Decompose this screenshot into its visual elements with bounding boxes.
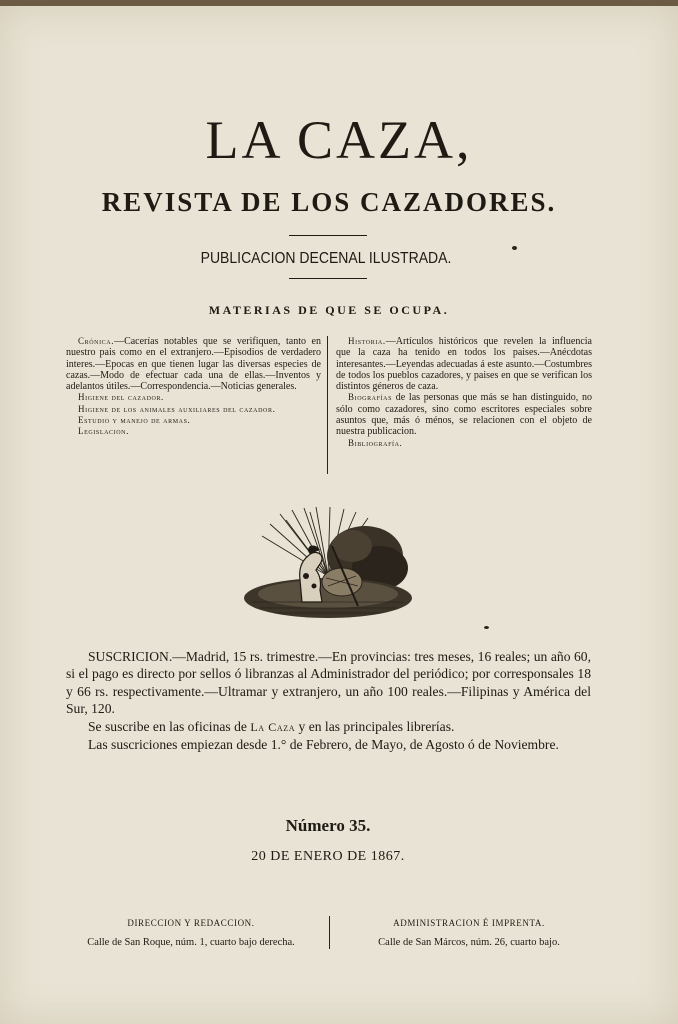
subscription-offices: Se suscribe en las oficinas de La Caza y en las principales librerías. [88, 718, 455, 734]
rule-upper [289, 235, 367, 236]
ink-speck [484, 626, 489, 629]
footer-left [56, 914, 326, 952]
materias-item: Bibliografía. [348, 437, 403, 448]
masthead-subtitle: REVISTA DE LOS CAZADORES. [101, 187, 557, 217]
hunting-dog-vignette-icon [240, 506, 416, 622]
footer-left-heading: DIRECCION Y REDACCION. [127, 918, 255, 928]
issue-date: 20 DE ENERO DE 1867. [251, 849, 405, 864]
footer-divider [329, 916, 330, 949]
footer-right-heading: ADMINISTRACION É IMPRENTA. [393, 918, 545, 928]
materias-left-column [66, 336, 321, 438]
publication-type: PUBLICACION DECENAL ILUSTRADA. [200, 247, 452, 267]
materias-item: Crónica.—Cacerías notables que se verifiquen, tanto en nuestro pais como en el extranjero.—Episodios de verdadero interes.—Epocas en que tienen lugar las diversas especies de cazas.—Modo de efectuar cada una de ellas.—Inventos y adelantos útiles.—Correspondencia.—Noticias generales. [66, 336, 321, 393]
subscription-block [66, 648, 591, 753]
rule-lower [289, 278, 367, 279]
materias-item: Legislacion. [78, 426, 129, 437]
subscription-start: Las suscriciones empiezan desde 1.° de Febrero, de Mayo, de Agosto ó de Noviembre. [88, 737, 559, 753]
materias-right-column [336, 336, 592, 449]
issue-number: Número 35. [285, 816, 371, 835]
materias-item: Higiene del cazador. [78, 392, 164, 403]
footer-right-address: Calle de San Márcos, núm. 26, cuarto bajo. [378, 937, 560, 948]
masthead-title: LA CAZA, [205, 110, 473, 170]
footer-left-address: Calle de San Roque, núm. 1, cuarto bajo derecha. [87, 937, 295, 948]
ink-speck [512, 246, 517, 250]
materias-item: Historia.—Artículos históricos que revelen la influencia que la caza ha tenido en todos los paises.—Anécdotas interesantes.—Leyendas adecuadas á este asunto.—Costumbres de todos los pueblos cazadores, y paises en que se verifican los distintos géneros de caza. [336, 336, 592, 393]
materias-heading: MATERIAS DE QUE SE OCUPA. [208, 303, 450, 317]
footer-right [334, 914, 604, 952]
column-divider [327, 336, 328, 474]
materias-item: Estudio y manejo de armas. [78, 415, 191, 426]
materias-item: Biografías de las personas que más se han distinguido, no sólo como cazadores, sino como escritores especiales sobre asuntos que, más ó ménos, se relacionen con el objeto de nuestra publicacion. [336, 392, 592, 438]
materias-item: Higiene de los animales auxiliares del cazador. [78, 403, 276, 414]
subscription-rates: SUSCRICION.—Madrid, 15 rs. trimestre.—En provincias: tres meses, 16 reales; un año 60, si el pago es directo por sellos ó libranzas al Administrador del periódico; por corresponsales 18 y 66 rs. respectivamente.—Ultramar y extranjero, un año 100 reales.—Filipinas y América del Sur, 120. [66, 649, 591, 717]
page [0, 6, 678, 1024]
